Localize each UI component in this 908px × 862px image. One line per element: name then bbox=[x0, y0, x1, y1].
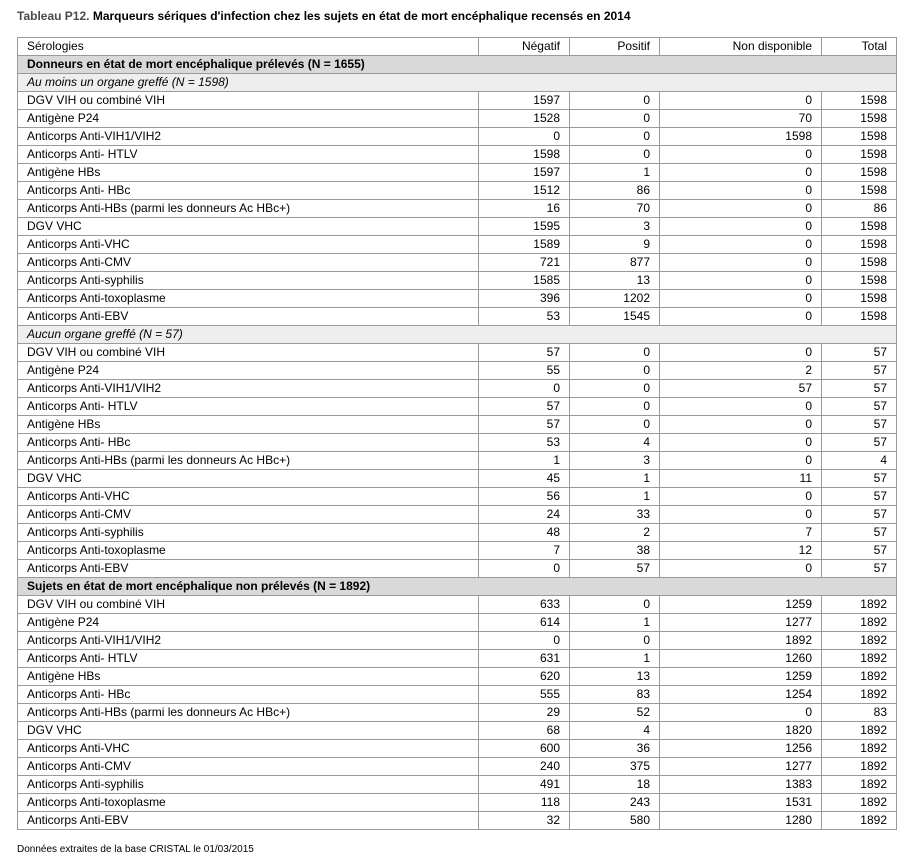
row-label: DGV VHC bbox=[18, 722, 479, 740]
row-label: Anticorps Anti- HTLV bbox=[18, 398, 479, 416]
cell-value: 83 bbox=[822, 704, 897, 722]
cell-value: 1512 bbox=[479, 182, 570, 200]
table-row bbox=[18, 632, 897, 650]
row-label: Anticorps Anti- HBc bbox=[18, 182, 479, 200]
row-label: Anticorps Anti- HBc bbox=[18, 434, 479, 452]
table-row bbox=[18, 344, 897, 362]
cell-value: 1892 bbox=[822, 776, 897, 794]
table-row bbox=[18, 110, 897, 128]
cell-value: 1598 bbox=[822, 110, 897, 128]
cell-value: 1595 bbox=[479, 218, 570, 236]
cell-value: 0 bbox=[660, 308, 822, 326]
row-label: Anticorps Anti-toxoplasme bbox=[18, 290, 479, 308]
table-row bbox=[18, 218, 897, 236]
cell-value: 1598 bbox=[822, 290, 897, 308]
cell-value: 32 bbox=[479, 812, 570, 830]
cell-value: 1820 bbox=[660, 722, 822, 740]
cell-value: 16 bbox=[479, 200, 570, 218]
cell-value: 633 bbox=[479, 596, 570, 614]
cell-value: 57 bbox=[479, 416, 570, 434]
group-header-row bbox=[18, 578, 897, 596]
table-row bbox=[18, 740, 897, 758]
table-row bbox=[18, 380, 897, 398]
cell-value: 57 bbox=[822, 524, 897, 542]
source-footnote: Données extraites de la base CRISTAL le 01/03/2015 bbox=[17, 844, 254, 855]
table-row bbox=[18, 776, 897, 794]
table-row bbox=[18, 704, 897, 722]
table-row bbox=[18, 758, 897, 776]
cell-value: 53 bbox=[479, 308, 570, 326]
table-row bbox=[18, 722, 897, 740]
cell-value: 491 bbox=[479, 776, 570, 794]
cell-value: 1256 bbox=[660, 740, 822, 758]
cell-value: 57 bbox=[570, 560, 660, 578]
cell-value: 1892 bbox=[822, 632, 897, 650]
cell-value: 52 bbox=[570, 704, 660, 722]
cell-value: 0 bbox=[570, 344, 660, 362]
cell-value: 2 bbox=[570, 524, 660, 542]
cell-value: 0 bbox=[570, 632, 660, 650]
cell-value: 4 bbox=[570, 434, 660, 452]
cell-value: 396 bbox=[479, 290, 570, 308]
cell-value: 1202 bbox=[570, 290, 660, 308]
row-label: DGV VIH ou combiné VIH bbox=[18, 92, 479, 110]
table-row bbox=[18, 650, 897, 668]
row-label: Anticorps Anti-HBs (parmi les donneurs Ac HBc+) bbox=[18, 452, 479, 470]
cell-value: 0 bbox=[479, 560, 570, 578]
subgroup-header-row bbox=[18, 326, 897, 344]
table-row bbox=[18, 200, 897, 218]
cell-value: 13 bbox=[570, 668, 660, 686]
cell-value: 1598 bbox=[822, 164, 897, 182]
table-row bbox=[18, 560, 897, 578]
cell-value: 1598 bbox=[822, 254, 897, 272]
cell-value: 57 bbox=[822, 398, 897, 416]
cell-value: 0 bbox=[660, 92, 822, 110]
cell-value: 38 bbox=[570, 542, 660, 560]
column-header-serologies: Sérologies bbox=[18, 38, 479, 56]
cell-value: 1598 bbox=[660, 128, 822, 146]
cell-value: 1892 bbox=[822, 740, 897, 758]
row-label: DGV VIH ou combiné VIH bbox=[18, 344, 479, 362]
cell-value: 0 bbox=[479, 380, 570, 398]
cell-value: 57 bbox=[479, 398, 570, 416]
cell-value: 55 bbox=[479, 362, 570, 380]
cell-value: 7 bbox=[479, 542, 570, 560]
table-row bbox=[18, 254, 897, 272]
table-row bbox=[18, 614, 897, 632]
cell-value: 1892 bbox=[822, 686, 897, 704]
row-label: Anticorps Anti-VIH1/VIH2 bbox=[18, 128, 479, 146]
table-row bbox=[18, 290, 897, 308]
cell-value: 24 bbox=[479, 506, 570, 524]
cell-value: 1545 bbox=[570, 308, 660, 326]
cell-value: 1531 bbox=[660, 794, 822, 812]
cell-value: 600 bbox=[479, 740, 570, 758]
table-row bbox=[18, 596, 897, 614]
row-label: Anticorps Anti-EBV bbox=[18, 308, 479, 326]
cell-value: 4 bbox=[822, 452, 897, 470]
row-label: Anticorps Anti-VHC bbox=[18, 236, 479, 254]
table-row bbox=[18, 524, 897, 542]
column-header-non-disponible: Non disponible bbox=[660, 38, 822, 56]
cell-value: 0 bbox=[570, 416, 660, 434]
cell-value: 18 bbox=[570, 776, 660, 794]
cell-value: 0 bbox=[660, 272, 822, 290]
row-label: DGV VHC bbox=[18, 470, 479, 488]
table-row bbox=[18, 398, 897, 416]
table-body bbox=[18, 56, 897, 830]
cell-value: 86 bbox=[822, 200, 897, 218]
row-label: Anticorps Anti-VHC bbox=[18, 488, 479, 506]
cell-value: 1598 bbox=[822, 146, 897, 164]
table-caption: Marqueurs sériques d'infection chez les sujets en état de mort encéphalique recensés en 2014 bbox=[89, 9, 631, 23]
cell-value: 1598 bbox=[822, 272, 897, 290]
cell-value: 0 bbox=[660, 236, 822, 254]
cell-value: 57 bbox=[822, 560, 897, 578]
table-row bbox=[18, 488, 897, 506]
cell-value: 1260 bbox=[660, 650, 822, 668]
cell-value: 1 bbox=[570, 488, 660, 506]
row-label: Anticorps Anti-syphilis bbox=[18, 272, 479, 290]
cell-value: 4 bbox=[570, 722, 660, 740]
row-label: Antigène HBs bbox=[18, 164, 479, 182]
cell-value: 70 bbox=[570, 200, 660, 218]
group-label: Sujets en état de mort encéphalique non prélevés (N = 1892) bbox=[18, 578, 897, 596]
cell-value: 1597 bbox=[479, 164, 570, 182]
row-label: Anticorps Anti-HBs (parmi les donneurs Ac HBc+) bbox=[18, 200, 479, 218]
table-row bbox=[18, 164, 897, 182]
cell-value: 57 bbox=[660, 380, 822, 398]
cell-value: 57 bbox=[822, 362, 897, 380]
row-label: Anticorps Anti- HTLV bbox=[18, 146, 479, 164]
cell-value: 555 bbox=[479, 686, 570, 704]
table-row bbox=[18, 272, 897, 290]
subgroup-header-row bbox=[18, 74, 897, 92]
cell-value: 1892 bbox=[822, 812, 897, 830]
table-row bbox=[18, 668, 897, 686]
cell-value: 68 bbox=[479, 722, 570, 740]
table-row bbox=[18, 686, 897, 704]
row-label: Antigène P24 bbox=[18, 110, 479, 128]
row-label: Anticorps Anti-VIH1/VIH2 bbox=[18, 632, 479, 650]
row-label: Anticorps Anti-VHC bbox=[18, 740, 479, 758]
subgroup-label: Aucun organe greffé (N = 57) bbox=[18, 326, 897, 344]
cell-value: 375 bbox=[570, 758, 660, 776]
row-label: DGV VIH ou combiné VIH bbox=[18, 596, 479, 614]
subgroup-label: Au moins un organe greffé (N = 1598) bbox=[18, 74, 897, 92]
cell-value: 1254 bbox=[660, 686, 822, 704]
cell-value: 1598 bbox=[822, 218, 897, 236]
cell-value: 0 bbox=[660, 452, 822, 470]
row-label: DGV VHC bbox=[18, 218, 479, 236]
cell-value: 0 bbox=[570, 362, 660, 380]
cell-value: 240 bbox=[479, 758, 570, 776]
cell-value: 0 bbox=[660, 218, 822, 236]
cell-value: 1277 bbox=[660, 614, 822, 632]
table-row bbox=[18, 146, 897, 164]
row-label: Antigène P24 bbox=[18, 362, 479, 380]
cell-value: 243 bbox=[570, 794, 660, 812]
cell-value: 118 bbox=[479, 794, 570, 812]
cell-value: 1280 bbox=[660, 812, 822, 830]
cell-value: 0 bbox=[660, 506, 822, 524]
row-label: Anticorps Anti-CMV bbox=[18, 758, 479, 776]
cell-value: 721 bbox=[479, 254, 570, 272]
cell-value: 1598 bbox=[822, 128, 897, 146]
cell-value: 57 bbox=[822, 380, 897, 398]
cell-value: 45 bbox=[479, 470, 570, 488]
row-label: Anticorps Anti-EBV bbox=[18, 560, 479, 578]
cell-value: 0 bbox=[570, 110, 660, 128]
cell-value: 1 bbox=[570, 470, 660, 488]
table-row bbox=[18, 506, 897, 524]
row-label: Anticorps Anti-CMV bbox=[18, 506, 479, 524]
cell-value: 0 bbox=[660, 164, 822, 182]
table-row bbox=[18, 812, 897, 830]
cell-value: 1598 bbox=[822, 92, 897, 110]
cell-value: 56 bbox=[479, 488, 570, 506]
cell-value: 0 bbox=[660, 182, 822, 200]
table-number: Tableau P12. bbox=[17, 9, 90, 23]
cell-value: 0 bbox=[570, 380, 660, 398]
table-row bbox=[18, 542, 897, 560]
cell-value: 0 bbox=[570, 398, 660, 416]
table-row bbox=[18, 794, 897, 812]
cell-value: 1589 bbox=[479, 236, 570, 254]
cell-value: 1892 bbox=[822, 794, 897, 812]
cell-value: 0 bbox=[479, 632, 570, 650]
cell-value: 57 bbox=[822, 488, 897, 506]
table-row bbox=[18, 92, 897, 110]
cell-value: 57 bbox=[479, 344, 570, 362]
column-header-positif: Positif bbox=[570, 38, 660, 56]
cell-value: 1598 bbox=[822, 308, 897, 326]
cell-value: 7 bbox=[660, 524, 822, 542]
cell-value: 9 bbox=[570, 236, 660, 254]
cell-value: 13 bbox=[570, 272, 660, 290]
table-row bbox=[18, 362, 897, 380]
row-label: Anticorps Anti-VIH1/VIH2 bbox=[18, 380, 479, 398]
cell-value: 631 bbox=[479, 650, 570, 668]
cell-value: 0 bbox=[660, 254, 822, 272]
table-title bbox=[17, 9, 631, 23]
cell-value: 0 bbox=[660, 560, 822, 578]
row-label: Antigène P24 bbox=[18, 614, 479, 632]
cell-value: 1528 bbox=[479, 110, 570, 128]
cell-value: 0 bbox=[660, 344, 822, 362]
column-header-total: Total bbox=[822, 38, 897, 56]
table-row bbox=[18, 182, 897, 200]
header-row bbox=[18, 38, 897, 56]
cell-value: 36 bbox=[570, 740, 660, 758]
cell-value: 1259 bbox=[660, 668, 822, 686]
table-row bbox=[18, 434, 897, 452]
cell-value: 1892 bbox=[822, 596, 897, 614]
cell-value: 1597 bbox=[479, 92, 570, 110]
cell-value: 86 bbox=[570, 182, 660, 200]
table-row bbox=[18, 416, 897, 434]
cell-value: 57 bbox=[822, 434, 897, 452]
cell-value: 0 bbox=[570, 596, 660, 614]
cell-value: 1 bbox=[570, 650, 660, 668]
column-header-negatif: Négatif bbox=[479, 38, 570, 56]
row-label: Antigène HBs bbox=[18, 416, 479, 434]
row-label: Anticorps Anti-EBV bbox=[18, 812, 479, 830]
cell-value: 3 bbox=[570, 218, 660, 236]
cell-value: 0 bbox=[660, 146, 822, 164]
table-row bbox=[18, 236, 897, 254]
cell-value: 0 bbox=[479, 128, 570, 146]
cell-value: 12 bbox=[660, 542, 822, 560]
cell-value: 70 bbox=[660, 110, 822, 128]
table-row bbox=[18, 308, 897, 326]
cell-value: 53 bbox=[479, 434, 570, 452]
cell-value: 1259 bbox=[660, 596, 822, 614]
cell-value: 1892 bbox=[822, 668, 897, 686]
cell-value: 83 bbox=[570, 686, 660, 704]
cell-value: 2 bbox=[660, 362, 822, 380]
row-label: Anticorps Anti-toxoplasme bbox=[18, 542, 479, 560]
serology-table bbox=[17, 37, 897, 830]
cell-value: 1598 bbox=[822, 182, 897, 200]
cell-value: 1892 bbox=[822, 722, 897, 740]
row-label: Anticorps Anti-HBs (parmi les donneurs Ac HBc+) bbox=[18, 704, 479, 722]
row-label: Anticorps Anti- HBc bbox=[18, 686, 479, 704]
row-label: Antigène HBs bbox=[18, 668, 479, 686]
table-row bbox=[18, 452, 897, 470]
table-row bbox=[18, 470, 897, 488]
cell-value: 0 bbox=[660, 398, 822, 416]
cell-value: 0 bbox=[660, 434, 822, 452]
row-label: Anticorps Anti-syphilis bbox=[18, 524, 479, 542]
cell-value: 48 bbox=[479, 524, 570, 542]
cell-value: 33 bbox=[570, 506, 660, 524]
row-label: Anticorps Anti-CMV bbox=[18, 254, 479, 272]
row-label: Anticorps Anti-syphilis bbox=[18, 776, 479, 794]
cell-value: 0 bbox=[660, 488, 822, 506]
cell-value: 1598 bbox=[822, 236, 897, 254]
cell-value: 29 bbox=[479, 704, 570, 722]
cell-value: 877 bbox=[570, 254, 660, 272]
cell-value: 57 bbox=[822, 506, 897, 524]
cell-value: 1 bbox=[570, 164, 660, 182]
cell-value: 580 bbox=[570, 812, 660, 830]
row-label: Anticorps Anti- HTLV bbox=[18, 650, 479, 668]
cell-value: 0 bbox=[660, 416, 822, 434]
cell-value: 57 bbox=[822, 416, 897, 434]
cell-value: 1892 bbox=[822, 614, 897, 632]
cell-value: 1 bbox=[570, 614, 660, 632]
cell-value: 3 bbox=[570, 452, 660, 470]
cell-value: 0 bbox=[570, 146, 660, 164]
cell-value: 57 bbox=[822, 542, 897, 560]
cell-value: 1892 bbox=[660, 632, 822, 650]
cell-value: 0 bbox=[660, 704, 822, 722]
cell-value: 57 bbox=[822, 344, 897, 362]
cell-value: 57 bbox=[822, 470, 897, 488]
group-header-row bbox=[18, 56, 897, 74]
cell-value: 11 bbox=[660, 470, 822, 488]
cell-value: 0 bbox=[570, 128, 660, 146]
table-row bbox=[18, 128, 897, 146]
cell-value: 1598 bbox=[479, 146, 570, 164]
cell-value: 1585 bbox=[479, 272, 570, 290]
row-label: Anticorps Anti-toxoplasme bbox=[18, 794, 479, 812]
cell-value: 0 bbox=[570, 92, 660, 110]
cell-value: 0 bbox=[660, 290, 822, 308]
cell-value: 614 bbox=[479, 614, 570, 632]
cell-value: 1 bbox=[479, 452, 570, 470]
cell-value: 1892 bbox=[822, 758, 897, 776]
group-label: Donneurs en état de mort encéphalique prélevés (N = 1655) bbox=[18, 56, 897, 74]
cell-value: 0 bbox=[660, 200, 822, 218]
cell-value: 620 bbox=[479, 668, 570, 686]
cell-value: 1383 bbox=[660, 776, 822, 794]
cell-value: 1277 bbox=[660, 758, 822, 776]
cell-value: 1892 bbox=[822, 650, 897, 668]
